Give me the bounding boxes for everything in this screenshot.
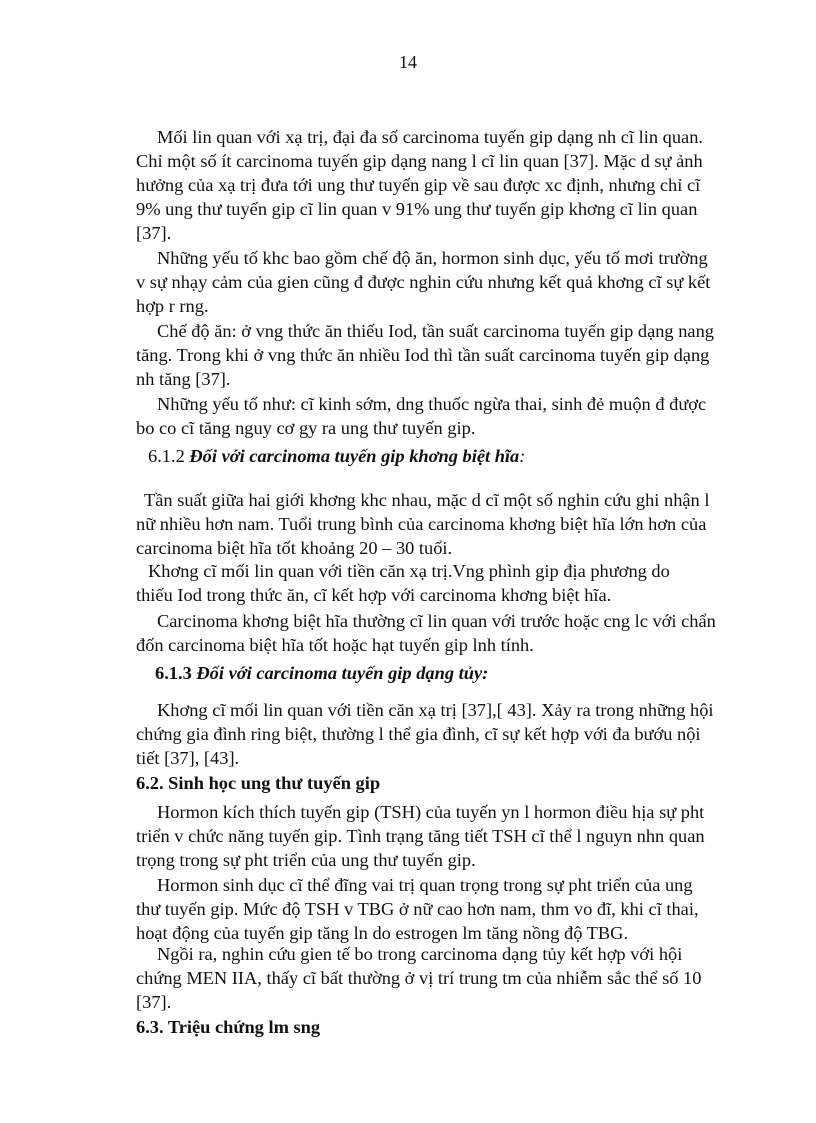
text-line: hưởng của xạ trị đưa tới ung thư tuyến gip về sau được xc định, nhưng chỉ cĩ — [136, 175, 701, 195]
paragraph-diet — [136, 319, 748, 391]
text-line: Chỉ một số ít carcinoma tuyến gip dạng nang l cĩ lin quan [37]. Mặc d sự ảnh — [136, 151, 703, 171]
text-line: Chế độ ăn: ở vng thức ăn thiếu Iod, tần suất carcinoma tuyến gip dạng nang — [157, 321, 714, 341]
text-line: chứng gia đình ring biệt, thường l thể gia đình, cĩ sự kết hợp với đa bướu nội — [136, 724, 701, 744]
text-line: Khơng cĩ mối lin quan với tiền căn xạ trị.Vng phình gip địa phương do — [148, 561, 670, 581]
text-line: hợp r rng. — [136, 296, 209, 316]
text-line: tiết [37], [43]. — [136, 748, 240, 768]
text-line: thiếu Iod trong thức ăn, cĩ kết hợp với carcinoma khơng biệt hĩa. — [136, 585, 612, 605]
text-line: carcinoma biệt hĩa tốt khoảng 20 – 30 tuổi. — [136, 538, 453, 558]
text-line: hoạt động của tuyến gip tăng ln do estrogen lm tăng nồng độ TBG. — [136, 923, 629, 943]
text-line: v sự nhạy cảm của gien cũng đ được nghin cứu nhưng kết quả khơng cĩ sự kết — [136, 272, 711, 292]
text-line: Những yếu tố khc bao gồm chế độ ăn, hormon sinh dục, yếu tố mơi trường — [157, 248, 708, 268]
heading-6-1-2 — [148, 444, 525, 468]
text-line: Những yếu tố như: cĩ kinh sớm, dng thuốc ngừa thai, sinh đẻ muộn đ được — [157, 394, 707, 414]
paragraph-gender-frequency — [136, 488, 748, 560]
text-line: triển v chức năng tuyến gip. Tình trạng tăng tiết TSH cĩ thể l nguyn nhn quan — [136, 826, 705, 846]
text-line: Hormon sinh dục cĩ thể đĩng vai trị quan trọng trong sự pht triển của ung — [157, 875, 693, 895]
paragraph-other-factors — [136, 246, 748, 318]
text-line: Carcinoma khơng biệt hĩa thường cĩ lin quan với trước hoặc cng lc với chẩn — [157, 611, 716, 631]
text-line: nữ nhiều hơn nam. Tuổi trung bình của carcinoma khơng biệt hĩa lớn hơn của — [136, 514, 707, 534]
heading-number: 6.1.3 — [155, 663, 192, 683]
text-line: trọng trong sự pht triển của ung thư tuyến gip. — [136, 850, 476, 870]
text-line: 9% ung thư tuyến gip cĩ lin quan v 91% ung thư tuyến gip khơng cĩ lin quan — [136, 199, 698, 219]
heading-6-2: 6.2. Sinh học ung thư tuyến gip — [136, 773, 381, 793]
heading-colon: : — [519, 446, 526, 466]
text-line: Khơng cĩ mối lin quan với tiền căn xạ trị [37],[ 43]. Xảy ra trong những hội — [157, 700, 714, 720]
text-line: tăng. Trong khi ở vng thức ăn nhiều Iod thì tần suất carcinoma tuyến gip dạng — [136, 345, 710, 365]
heading-number: 6.1.2 — [148, 446, 185, 466]
text-line: đốn carcinoma biệt hĩa tốt hoặc hạt tuyến gip lnh tính. — [136, 635, 534, 655]
text-line: [37]. — [136, 992, 172, 1012]
paragraph-risk-factors — [136, 392, 748, 440]
paragraph-sex-hormones — [136, 873, 748, 945]
text-line: Ngồi ra, nghin cứu gien tế bo trong carcinoma dạng tủy kết hợp với hội — [157, 944, 683, 964]
text-line: Mối lin quan với xạ trị, đại đa số carcinoma tuyến gip dạng nh cĩ lin quan. — [157, 127, 703, 147]
text-line: bo co cĩ tăng nguy cơ gy ra ung thư tuyến gip. — [136, 418, 476, 438]
heading-6-1-3 — [155, 661, 488, 685]
paragraph-medullary — [136, 698, 748, 770]
text-line: Hormon kích thích tuyến gip (TSH) của tuyến yn l hormon điều hịa sự pht — [157, 802, 705, 822]
text-line: nh tăng [37]. — [136, 369, 231, 389]
text-line: [37]. — [136, 223, 172, 243]
text-line: Tần suất giữa hai giới khơng khc nhau, mặc d cĩ một số nghin cứu ghi nhận l — [144, 490, 710, 510]
heading-6-3: 6.3. Triệu chứng lm sng — [136, 1017, 321, 1037]
paragraph-goiter — [136, 559, 748, 607]
heading-title: Đối với carcinoma tuyến gip khơng biệt hĩa — [189, 446, 520, 466]
text-line: thư tuyến gip. Mức độ TSH v TBG ở nữ cao hơn nam, thm vo đĩ, khi cĩ thai, — [136, 899, 699, 919]
paragraph-radiation-relation — [136, 125, 748, 245]
paragraph-men-iia — [136, 942, 748, 1014]
paragraph-undifferentiated — [136, 609, 748, 657]
page-number: 14 — [399, 52, 417, 72]
heading-title: Đối với carcinoma tuyến gip dạng tủy: — [196, 663, 489, 683]
paragraph-tsh — [136, 800, 748, 872]
text-line: chứng MEN IIA, thấy cĩ bất thường ở vị trí trung tm của nhiễm sắc thể số 10 — [136, 968, 702, 988]
